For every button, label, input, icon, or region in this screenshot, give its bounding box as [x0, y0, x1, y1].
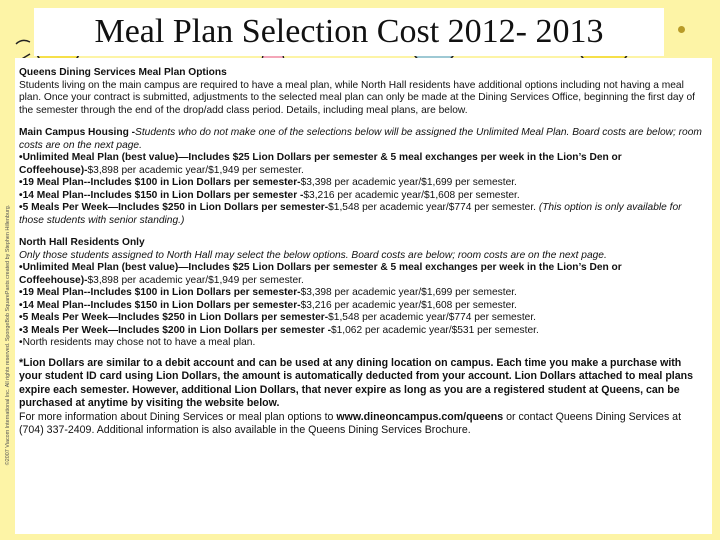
- main-plan-cost: $3,898 per academic year/$1,949 per semester.: [87, 164, 304, 176]
- north-plan-cost: $3,216 per academic year/$1,608 per semester.: [300, 299, 517, 311]
- north-plan-item: [19, 287, 703, 300]
- content-panel: [15, 58, 712, 534]
- north-plan-item: [19, 300, 703, 313]
- north-plan-item: [19, 325, 703, 338]
- bullet-dot-icon: [678, 26, 685, 33]
- main-plan-item: [19, 177, 703, 190]
- copyright-credit-text: ©2007 Viacom International Inc. All rights reserved. SpongeBob SquarePants created by Stephen Hillenburg.: [5, 204, 11, 466]
- main-plan-name: •Unlimited Meal Plan (best value)—Includes $25 Lion Dollars per semester & 5 meal exchanges per week in the Lion’s Den or Coffeehouse)-: [19, 152, 622, 176]
- north-plan-cost: $3,398 per academic year/$1,699 per semester.: [300, 287, 517, 298]
- north-plan-name: •5 Meals Per Week—Includes $250 in Lion Dollars per semester-: [19, 312, 329, 323]
- main-plan-item: [19, 202, 703, 227]
- copyright-credit: [2, 140, 14, 530]
- north-hall-heading: North Hall Residents Only: [19, 237, 145, 248]
- north-plan-cost: $1,062 per academic year/$531 per semester.: [330, 324, 539, 336]
- more-info-prefix: For more information about Dining Services or meal plan options to: [19, 410, 337, 423]
- main-plan-name: •14 Meal Plan--Includes $150 in Lion Dollars per semester -: [19, 189, 304, 201]
- north-plan-cost: $1,548 per academic year/$774 per semester.: [328, 312, 536, 323]
- more-info-text: [19, 411, 703, 438]
- main-plan-cost: $1,548 per academic year/$774 per semester.: [328, 202, 539, 213]
- main-plan-extra-note: (This option is only available for those students with senior standing.): [19, 202, 682, 226]
- north-plan-name: •3 Meals Per Week—Includes $200 in Lion Dollars per semester -: [19, 324, 331, 336]
- north-plan-item: [19, 312, 703, 325]
- dining-website-link[interactable]: www.dineoncampus.com/queens: [336, 410, 504, 423]
- north-plan-name: •19 Meal Plan--Includes $100 in Lion Dollars per semester-: [19, 287, 301, 298]
- main-campus-heading: Main Campus Housing -: [19, 127, 136, 138]
- north-plan-name: •14 Meal Plan--Includes $150 in Lion Dollars per semester-: [19, 299, 301, 311]
- intro-heading: Queens Dining Services Meal Plan Options: [19, 67, 227, 78]
- main-plan-name: •19 Meal Plan--Includes $100 in Lion Dollars per semester-: [19, 177, 301, 188]
- intro-text: Students living on the main campus are required to have a meal plan, while North Hall residents have additional options including not having a meal plan. Once your contract is submitted, adjustments to the selected meal plan can only be made at the Dining Services Office, beginning the first day of the semester through the end of the drop/add class period. Details, including meal plans, are below.: [19, 79, 695, 116]
- main-plan-item: [19, 190, 703, 203]
- main-campus-note: Students who do not make one of the selections below will be assigned the Unlimited Meal Plan. Board costs are below; room costs are on the next page.: [19, 127, 702, 151]
- main-plan-cost: $3,216 per academic year/$1,608 per semester.: [303, 189, 520, 201]
- north-plan-name: •Unlimited Meal Plan (best value)—Includes $25 Lion Dollars per semester & 5 meal exchanges per week in the Lion’s Den or Coffeehouse)-: [19, 262, 622, 286]
- main-plan-name: •5 Meals Per Week—Includes $250 in Lion Dollars per semester-: [19, 202, 329, 213]
- north-plan-item: [19, 262, 703, 287]
- north-plan-cost: $3,898 per academic year/$1,949 per semester.: [87, 274, 304, 286]
- more-info-suffix: or contact Queens Dining Services at (704) 337-2409. Additional information is also available in the Queens Dining Services Brochure.: [19, 410, 682, 437]
- north-plan-cost: •North residents may chose not to have a meal plan.: [19, 337, 256, 348]
- main-plan-cost: $3,398 per academic year/$1,699 per semester.: [300, 177, 517, 188]
- north-hall-note: Only those students assigned to North Hall may select the below options. Board costs are below; room costs are on the next page.: [19, 249, 607, 261]
- main-campus-section: [19, 127, 703, 152]
- north-plan-item: [19, 337, 703, 350]
- lion-dollars-footnote: *Lion Dollars are similar to a debit account and can be used at any dining location on campus. Each time you make a purchase with your student ID card using Lion Dollars, the amount is automatically deducted from your account. Lion Dollars attached to meal plans expire each semester. However, additional Lion Dollars, that never expire as long as you are a registered student at Queens, can be purchased at anytime by visiting the website below.: [19, 356, 693, 410]
- slide-title: Meal Plan Selection Cost 2012- 2013: [94, 13, 604, 50]
- main-plan-item: [19, 152, 703, 177]
